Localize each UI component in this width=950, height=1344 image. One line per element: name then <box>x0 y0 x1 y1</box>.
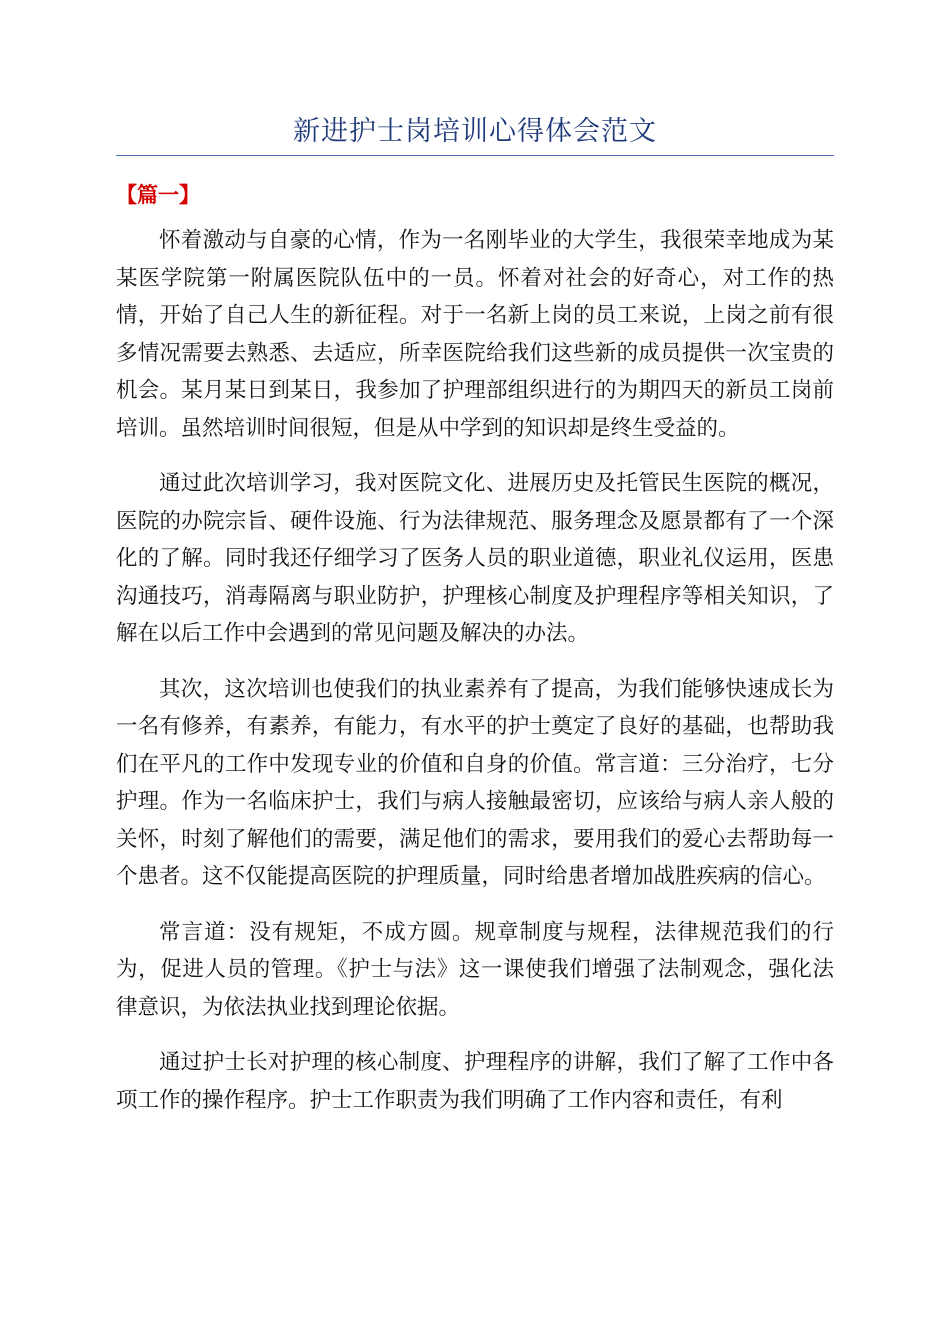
title-underline <box>116 155 834 156</box>
document-body <box>116 222 834 1137</box>
paragraph-1: 怀着激动与自豪的心情，作为一名刚毕业的大学生，我很荣幸地成为某某医学院第一附属医院队伍中的一员。怀着对社会的好奇心，对工作的热情，开始了自己人生的新征程。对于一名新上岗的员工来说，上岗之前有很多情况需要去熟悉、去适应，所幸医院给我们这些新的成员提供一次宝贵的机会。某月某日到某日，我参加了护理部组织进行的为期四天的新员工岗前培训。虽然培训时间很短，但是从中学到的知识却是终生受益的。 <box>116 228 834 441</box>
document-title: 新进护士岗培训心得体会范文 <box>293 116 657 147</box>
paragraph-3: 其次，这次培训也使我们的执业素养有了提高，为我们能够快速成长为一名有修养，有素养，有能力，有水平的护士奠定了良好的基础，也帮助我们在平凡的工作中发现专业的价值和自身的价值。常言道：三分治疗，七分护理。作为一名临床护士，我们与病人接触最密切，应该给与病人亲人般的关怀，时刻了解他们的需要，满足他们的需求，要用我们的爱心去帮助每一个患者。这不仅能提高医院的护理质量，同时给患者增加战胜疾病的信心。 <box>116 676 834 889</box>
paragraph-2: 通过此次培训学习，我对医院文化、进展历史及托管民生医院的概况，医院的办院宗旨、硬件设施、行为法律规范、服务理念及愿景都有了一个深化的了解。同时我还仔细学习了医务人员的职业道德，职业礼仪运用，医患沟通技巧，消毒隔离与职业防护，护理核心制度及护理程序等相关知识，了解在以后工作中会遇到的常见问题及解决的办法。 <box>116 471 834 646</box>
paragraph-5: 通过护士长对护理的核心制度、护理程序的讲解，我们了解了工作中各项工作的操作程序。护士工作职责为我们明确了工作内容和责任，有利 <box>116 1050 834 1113</box>
section-heading: 【篇一】 <box>116 182 200 207</box>
paragraph-4: 常言道：没有规矩，不成方圆。规章制度与规程，法律规范我们的行为，促进人员的管理。《护士与法》这一课使我们增强了法制观念，强化法律意识，为依法执业找到理论依据。 <box>116 919 834 1020</box>
